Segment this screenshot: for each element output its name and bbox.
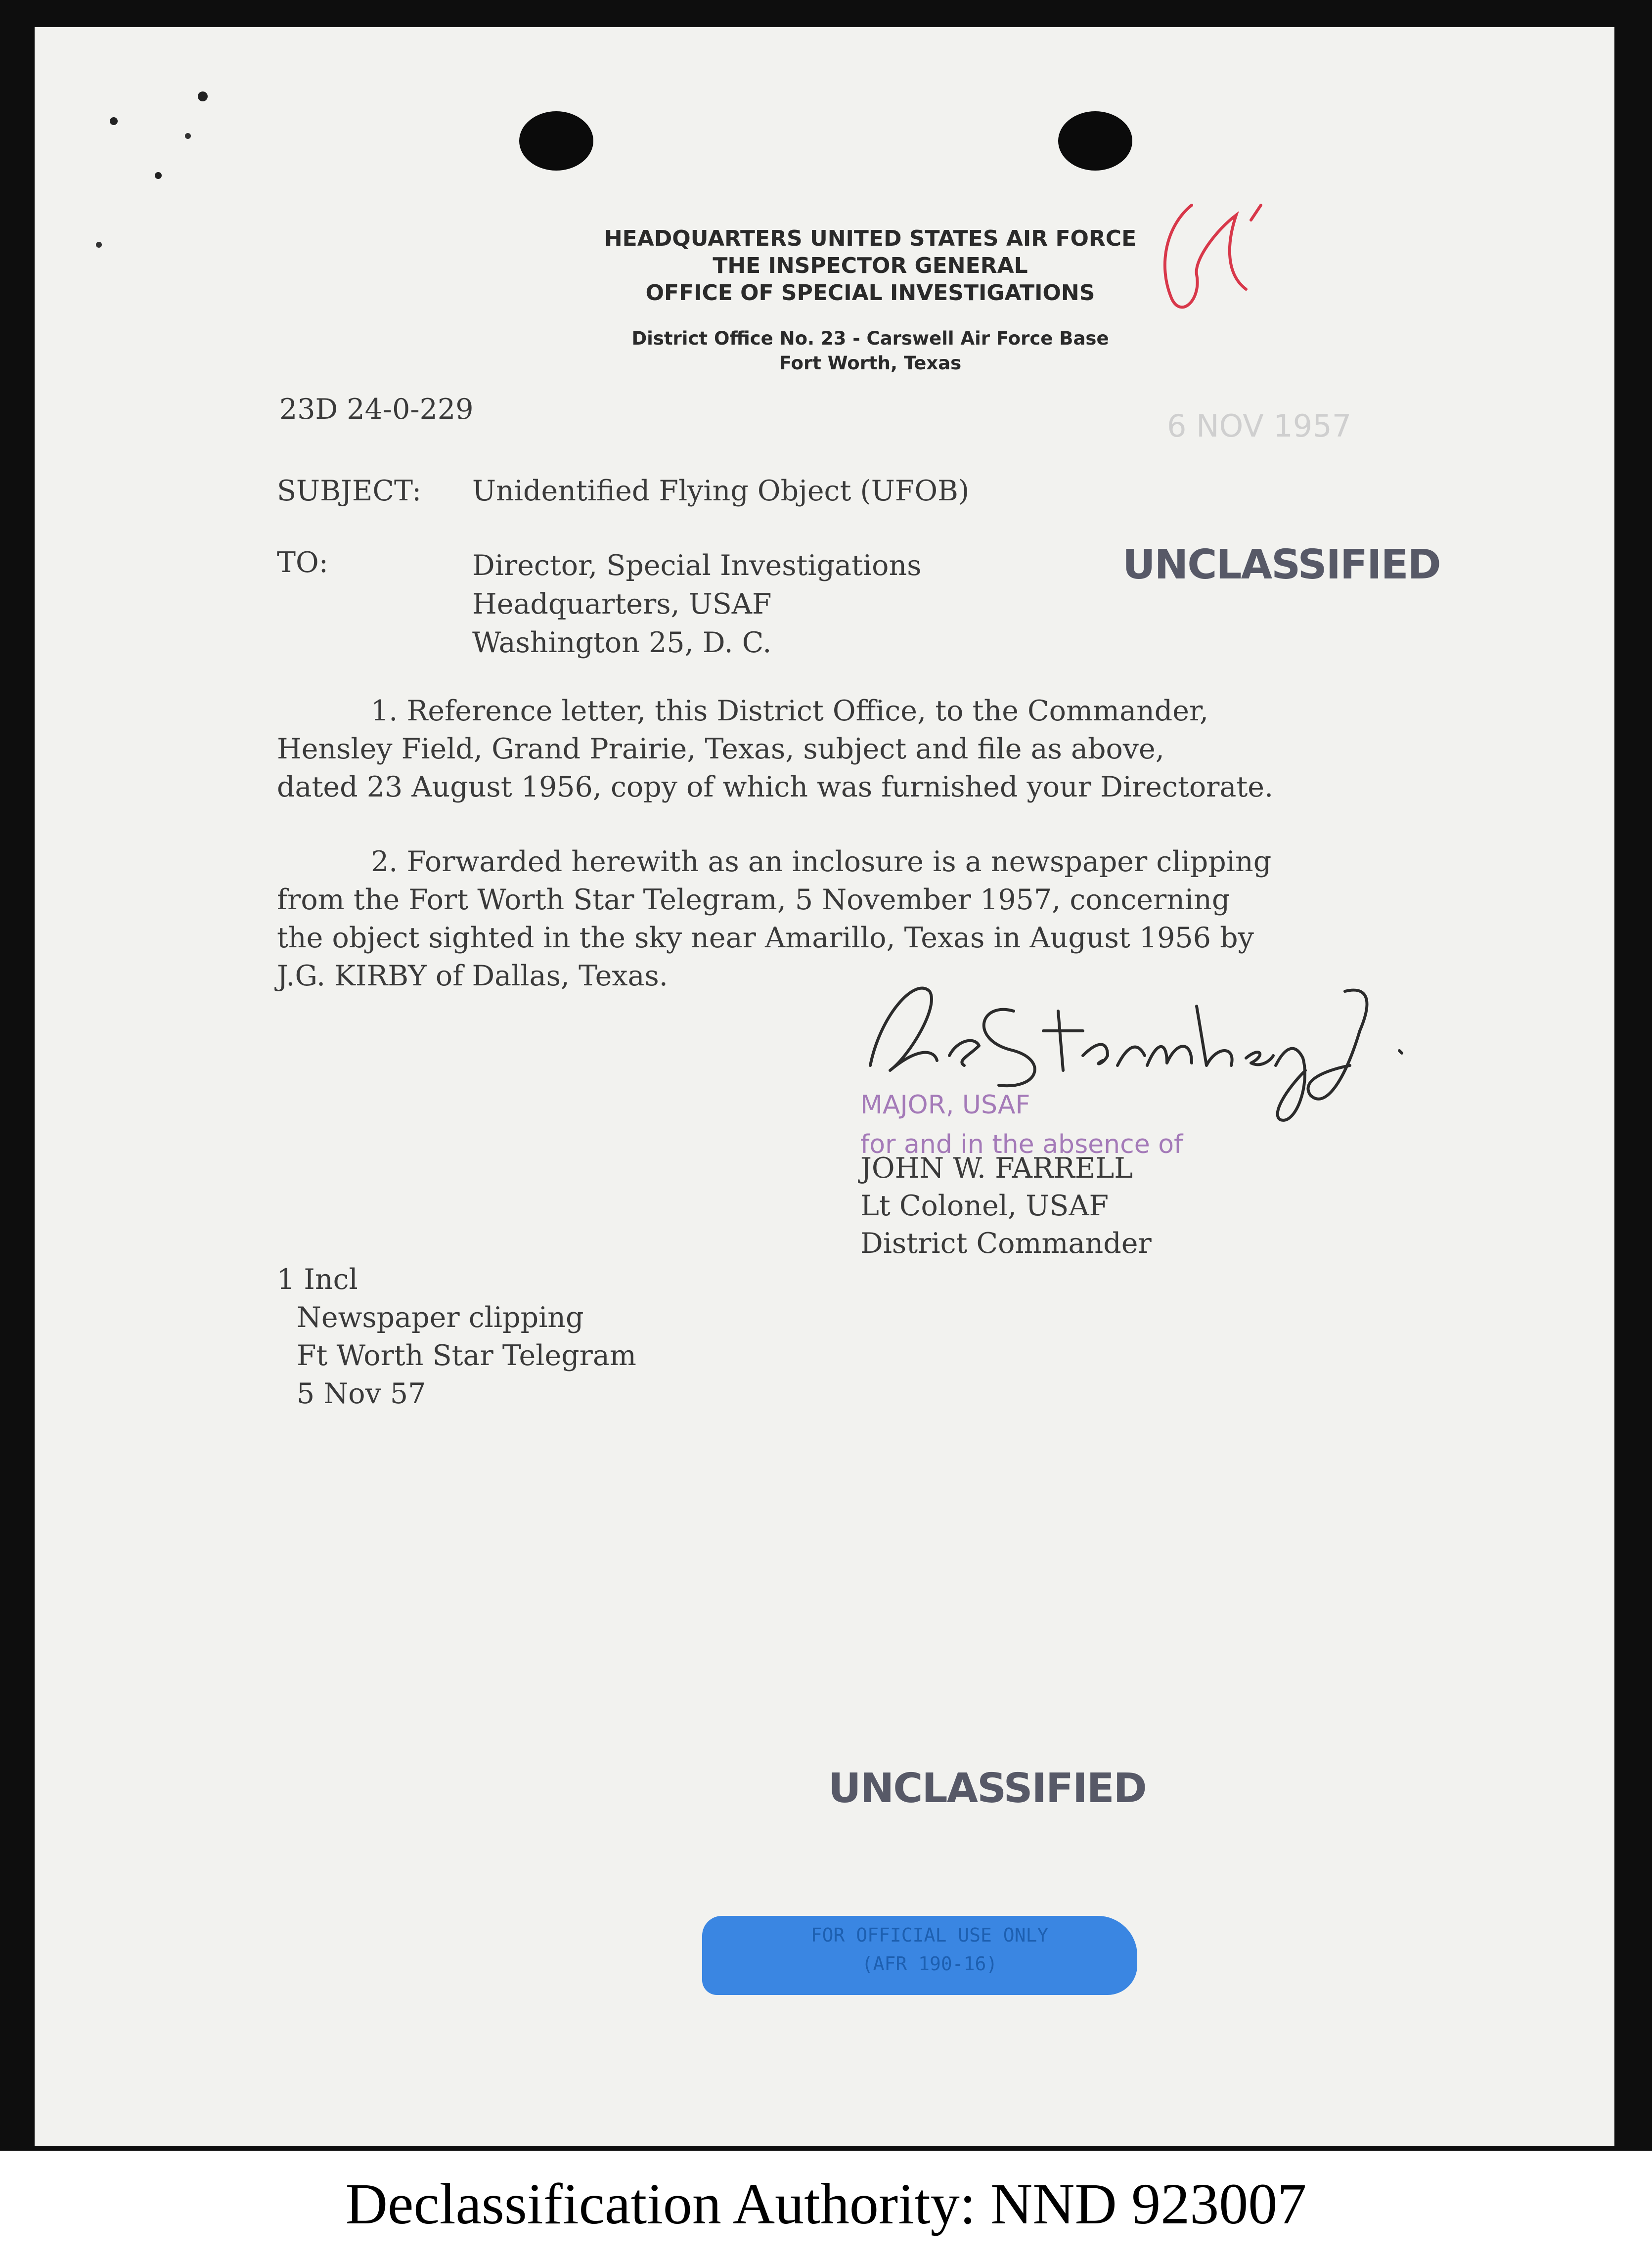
letterhead-line-3: OFFICE OF SPECIAL INVESTIGATIONS (645, 280, 1095, 306)
punch-hole-right (1058, 111, 1132, 171)
document-page (35, 27, 1614, 2146)
signature-stamp-absence: for and in the absence of (860, 1130, 1183, 1159)
enclosure-count: 1 Incl (277, 1263, 358, 1296)
letterhead-district: District Office No. 23 - Carswell Air Force Base (631, 328, 1109, 349)
enclosure-line-2: Ft Worth Star Telegram (297, 1339, 636, 1372)
to-line-3: Washington 25, D. C. (472, 626, 772, 659)
redacted-marking-line-2: (AFR 190-16) (861, 1953, 998, 1975)
signatory-name: JOHN W. FARRELL (860, 1152, 1133, 1185)
to-address (472, 546, 921, 662)
scan-specks (35, 27, 331, 274)
file-number: 23D 24-0-229 (279, 393, 474, 426)
paragraph-1-line-1: 1. Reference letter, this District Office, to the Commander, (371, 695, 1209, 727)
paragraph-1-line-3: dated 23 August 1956, copy of which was furnished your Directorate. (277, 771, 1274, 803)
to-line-2: Headquarters, USAF (472, 588, 772, 620)
letterhead-line-1: HEADQUARTERS UNITED STATES AIR FORCE (604, 226, 1137, 251)
paragraph-2-line-2: from the Fort Worth Star Telegram, 5 November 1957, concerning (277, 884, 1230, 916)
letterhead-line-2: THE INSPECTOR GENERAL (713, 253, 1028, 278)
enclosure-line-3: 5 Nov 57 (297, 1377, 426, 1410)
unclassified-stamp-bottom: UNCLASSIFIED (828, 1765, 1146, 1812)
subject-label: SUBJECT: (277, 475, 422, 507)
signatory-block (860, 1150, 1152, 1262)
signatory-title: District Commander (860, 1227, 1152, 1260)
date-stamp: 6 NOV 1957 (1167, 408, 1352, 444)
redacted-marking (742, 1921, 1117, 1978)
subject-value: Unidentified Flying Object (UFOB) (472, 475, 970, 507)
letterhead (554, 225, 1187, 376)
paragraph-2-line-4: J.G. KIRBY of Dallas, Texas. (277, 960, 668, 992)
paragraph-2-line-3: the object sighted in the sky near Amarillo, Texas in August 1956 by (277, 922, 1254, 954)
unclassified-stamp-top: UNCLASSIFIED (1122, 541, 1440, 588)
redacted-marking-line-1: FOR OFFICIAL USE ONLY (810, 1924, 1049, 1946)
red-pencil-mark (1137, 176, 1286, 344)
to-line-1: Director, Special Investigations (472, 549, 922, 582)
signatory-rank: Lt Colonel, USAF (860, 1190, 1109, 1222)
punch-hole-left (519, 111, 593, 171)
paragraph-2-line-1: 2. Forwarded herewith as an inclosure is a newspaper clipping (371, 845, 1272, 878)
footer (0, 2151, 1652, 2257)
letterhead-city: Fort Worth, Texas (779, 353, 962, 374)
paragraph-1-line-2: Hensley Field, Grand Prairie, Texas, subject and file as above, (277, 733, 1164, 765)
paragraph-1 (277, 692, 1273, 806)
signature-stamp-rank: MAJOR, USAF (860, 1090, 1030, 1120)
enclosure-line-1: Newspaper clipping (297, 1301, 584, 1334)
declassification-authority: Declassification Authority: NND 923007 (345, 2171, 1307, 2236)
enclosure-block (277, 1261, 636, 1413)
to-label: TO: (277, 546, 328, 579)
